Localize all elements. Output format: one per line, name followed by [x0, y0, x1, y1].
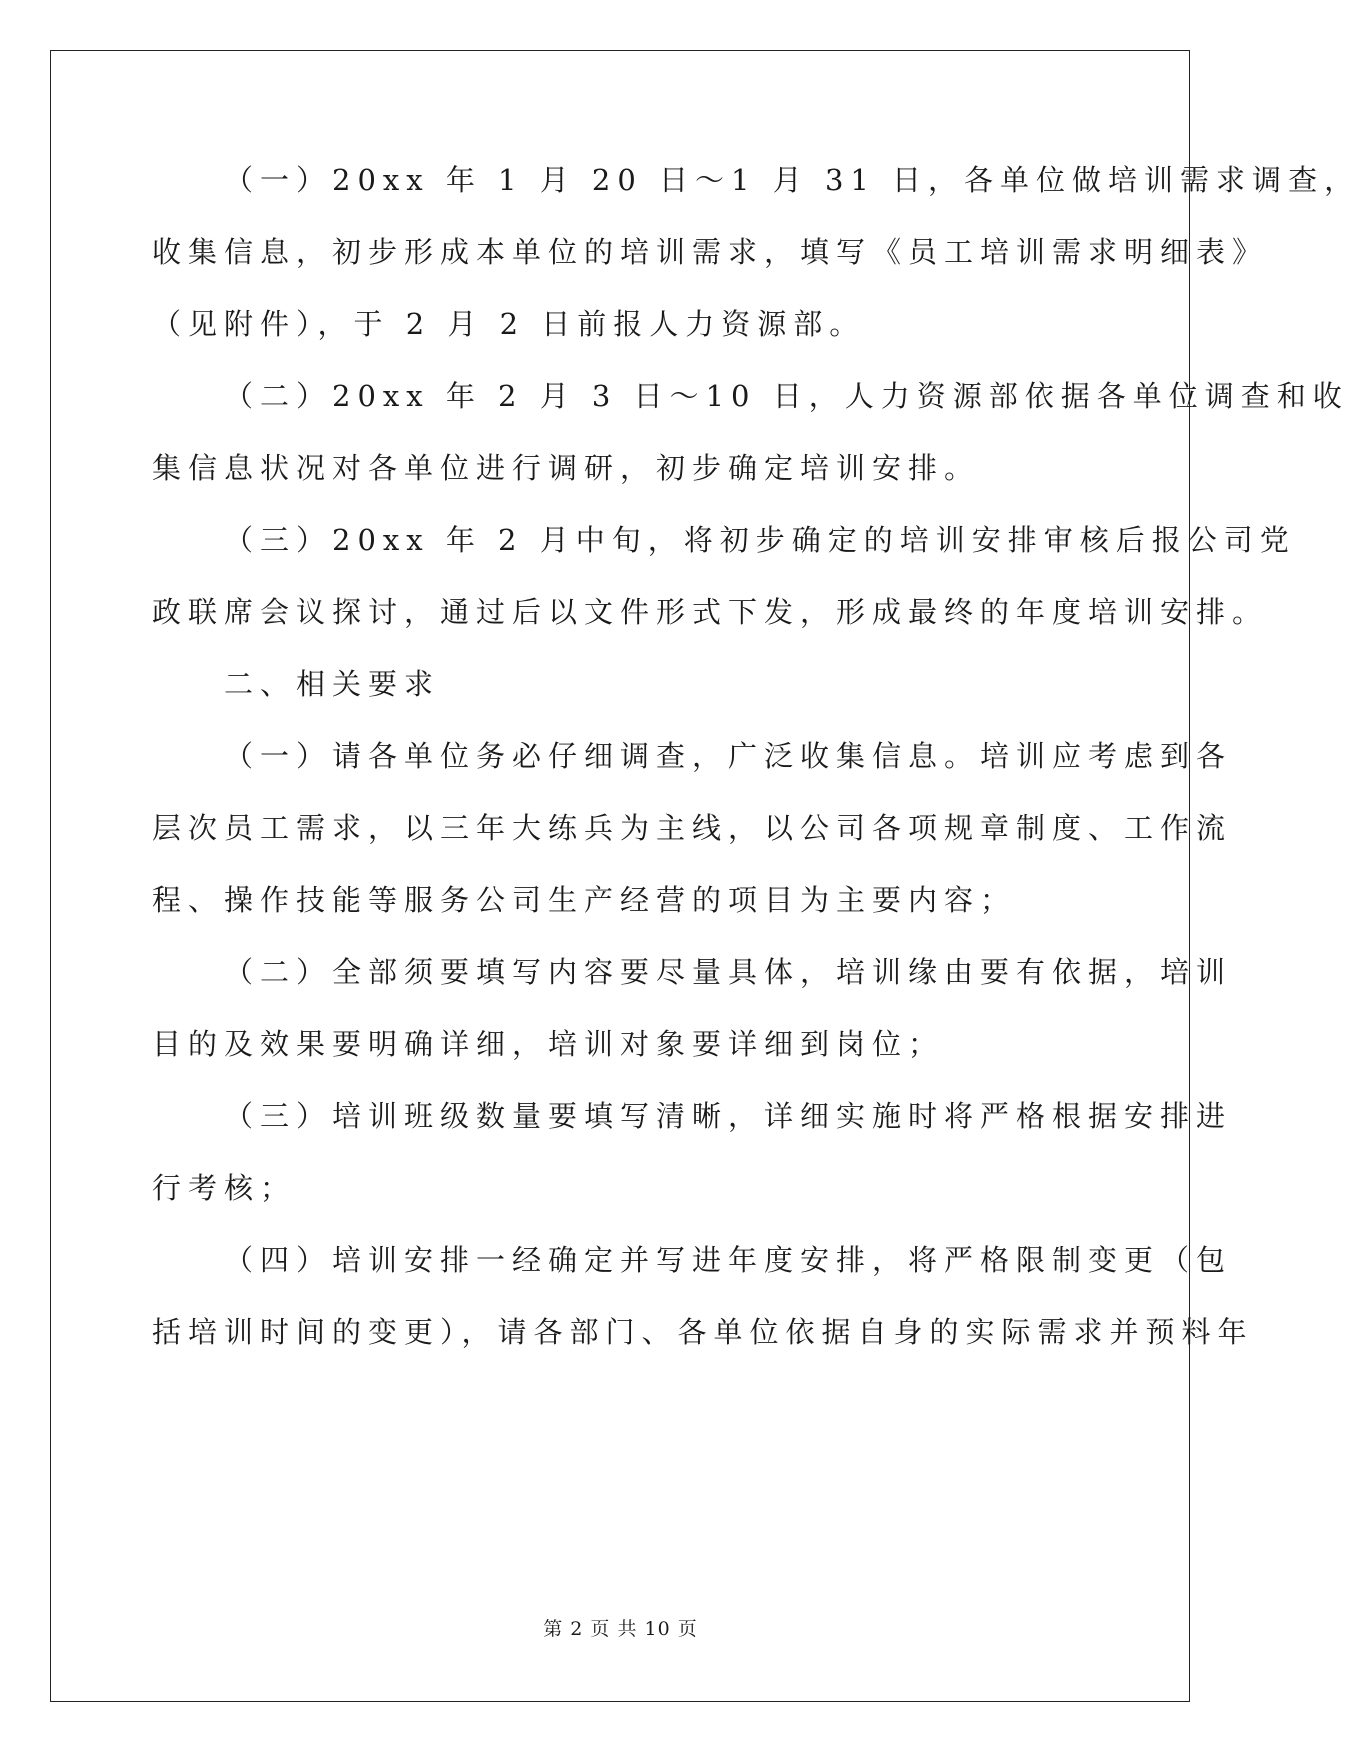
paragraph-line: （一）请各单位务必仔细调查，广泛收集信息。培训应考虑到各 [224, 739, 1233, 773]
paragraph-line: 程、操作技能等服务公司生产经营的项目为主要内容； [152, 883, 1017, 917]
paragraph-line: 收集信息，初步形成本单位的培训需求，填写《员工培训需求明细表》 [152, 235, 1269, 269]
paragraph-line: （三）20xx 年 2 月中旬，将初步确定的培训安排审核后报公司党 [224, 523, 1296, 557]
paragraph-line: （四）培训安排一经确定并写进年度安排，将严格限制变更（包 [224, 1243, 1233, 1277]
paragraph-line: （二）20xx 年 2 月 3 日～10 日，人力资源部依据各单位调查和收 [224, 379, 1349, 413]
paragraph-line: （三）培训班级数量要填写清晰，详细实施时将严格根据安排进 [224, 1099, 1233, 1133]
section-heading: 二、相关要求 [224, 667, 441, 701]
paragraph-line: （二）全部须要填写内容要尽量具体，培训缘由要有依据，培训 [224, 955, 1233, 989]
paragraph-line: 目的及效果要明确详细，培训对象要详细到岗位； [152, 1027, 945, 1061]
paragraph-line: （一）20xx 年 1 月 20 日～1 月 31 日，各单位做培训需求调查， [224, 163, 1360, 197]
paragraph-line: 行考核； [152, 1171, 297, 1205]
page-border [50, 50, 1190, 1702]
paragraph-line: 政联席会议探讨，通过后以文件形式下发，形成最终的年度培训安排。 [152, 595, 1269, 629]
page-number-footer: 第 2 页 共 10 页 [543, 1618, 698, 1640]
paragraph-line: 括培训时间的变更），请各部门、各单位依据自身的实际需求并预料年 [152, 1315, 1254, 1349]
paragraph-line: 集信息状况对各单位进行调研，初步确定培训安排。 [152, 451, 981, 485]
paragraph-line: （见附件），于 2 月 2 日前报人力资源部。 [152, 307, 866, 341]
paragraph-line: 层次员工需求，以三年大练兵为主线，以公司各项规章制度、工作流 [152, 811, 1233, 845]
